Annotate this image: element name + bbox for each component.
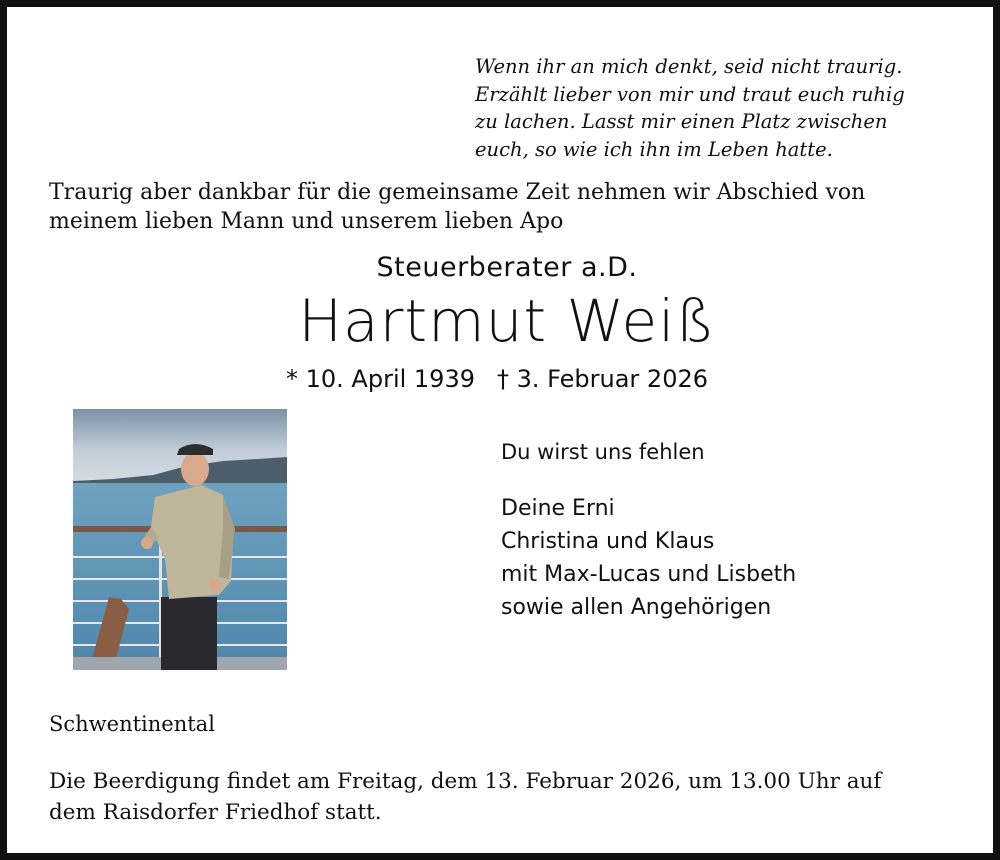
intro-line: meinem lieben Mann und unserem lieben Apo xyxy=(49,209,564,234)
birth-date: * 10. April 1939 xyxy=(286,365,475,393)
poem-line: zu lachen. Lasst mir einen Platz zwischen xyxy=(475,110,888,133)
mourner-line: Christina und Klaus xyxy=(501,529,715,554)
poem-line: euch, so wie ich ihn im Leben hatte. xyxy=(475,137,833,161)
life-dates xyxy=(286,365,708,393)
funeral-line: dem Raisdorfer Friedhof statt. xyxy=(49,800,382,825)
deceased-name: Hartmut Weiß xyxy=(298,287,716,355)
intro-text xyxy=(49,178,865,236)
mourner-line: Deine Erni xyxy=(501,496,615,521)
portrait-photo xyxy=(73,409,287,670)
funeral-line: Die Beerdigung findet am Freitag, dem 13. Februar 2026, um 13.00 Uhr auf xyxy=(49,769,882,794)
missing-you-text: Du wirst uns fehlen xyxy=(501,440,705,464)
poem-line: Wenn ihr an mich denkt, seid nicht traurig. xyxy=(475,55,903,78)
funeral-notice xyxy=(49,766,881,828)
poem xyxy=(475,53,905,163)
intro-line: Traurig aber dankbar für die gemeinsame Zeit nehmen wir Abschied von xyxy=(49,180,866,205)
place-name: Schwentinental xyxy=(49,712,215,736)
mourners-list xyxy=(501,492,796,624)
mourner-line: sowie allen Angehörigen xyxy=(501,595,772,620)
mourner-line: mit Max-Lucas und Lisbeth xyxy=(501,562,797,587)
deceased-title: Steuerberater a.D. xyxy=(376,252,638,283)
death-date: † 3. Februar 2026 xyxy=(497,365,709,393)
poem-line: Erzählt lieber von mir und traut euch ruhig xyxy=(475,82,905,106)
